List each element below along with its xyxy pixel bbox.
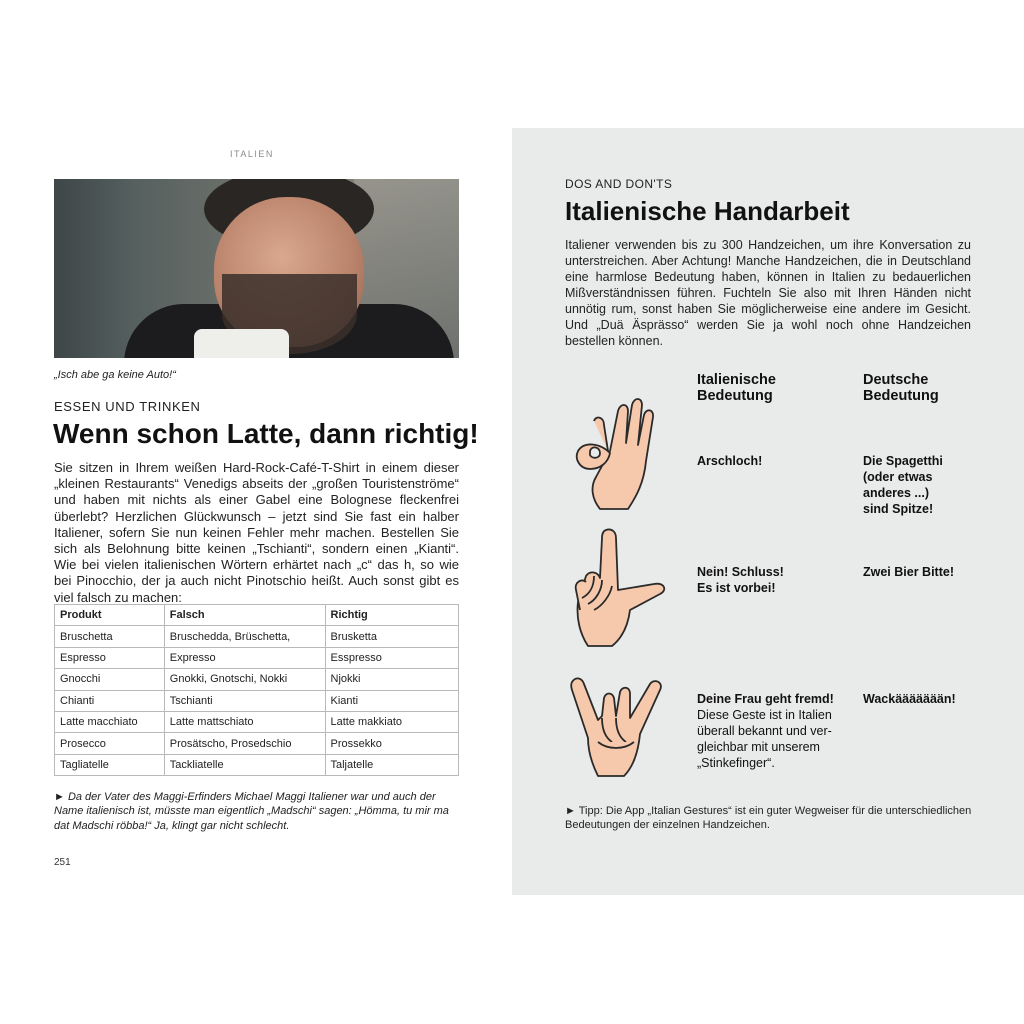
table-header: Richtig	[325, 605, 459, 626]
table-cell: Chianti	[55, 690, 165, 711]
gesture-horns-italian: Deine Frau geht fremd!	[697, 692, 834, 706]
table-header: Falsch	[164, 605, 325, 626]
italian-meaning-header: Italienische Bedeutung	[697, 372, 776, 404]
pronunciation-table	[54, 604, 459, 776]
table-cell: Prosecco	[55, 733, 165, 754]
table-row	[55, 690, 459, 711]
table-cell: Tschianti	[164, 690, 325, 711]
gesture-l-german: Zwei Bier Bitte!	[863, 565, 954, 579]
section-kicker: ESSEN UND TRINKEN	[54, 399, 201, 414]
table-cell: Gnokki, Gnotschi, Nokki	[164, 669, 325, 690]
gesture-horns-italian-detail: Diese Geste ist in Italien überall bekannt und ver- gleichbar mit unserem „Stinkefinger“.	[697, 708, 832, 770]
photo-caption: „Isch abe ga keine Auto!“	[54, 369, 176, 381]
footnote-right: ► Tipp: Die App „Italian Gestures“ ist ein guter Wegweiser für die unterschiedlichen Bedeutungen der einzelnen Handzeichen.	[565, 805, 972, 832]
article-body: Sie sitzen in Ihrem weißen Hard-Rock-Café-T-Shirt in einem dieser „kleinen Restaurants“ Venedigs abseits der „großen Touristenströme“ und haben mit nichts als einer Gabel eine Bolognese fleckenfrei überlebt? Herzlichen Glückwunsch – jetzt sind Sie fast ein halber Italiener, sofern Sie nun keinen Fehler mehr machen. Bestellen Sie sich als Belohnung bitte keinen „Tschianti“, sondern einen „Kianti“. Wie bei vielen italienischen Wörtern erhärtet nach „c“ das h, so wie bei Pinocchio, der ja auch nicht Pinotschio heißt. Auch sonst gibt es viel falsch zu machen:	[54, 460, 459, 605]
ok-hand-gesture-icon	[570, 391, 660, 511]
man-with-coffee-photo	[54, 179, 459, 358]
table-cell: Tackliatelle	[164, 754, 325, 775]
running-head: ITALIEN	[230, 149, 274, 159]
sidebar-headline: Italienische Handarbeit	[565, 196, 850, 226]
table-row	[55, 754, 459, 775]
table-cell: Brusketta	[325, 626, 459, 647]
table-cell: Esspresso	[325, 647, 459, 668]
table-row	[55, 669, 459, 690]
gesture-ok-italian: Arschloch!	[697, 454, 763, 468]
table-cell: Expresso	[164, 647, 325, 668]
footnote-left: ► Da der Vater des Maggi-Erfinders Michael Maggi Italiener war und auch der Name italienisch ist, müsste man eigentlich „Madschi“ sagen: „Hömma, tu mir ma dat Madschi röbba!“ Ja, klingt gar nicht schlecht.	[54, 791, 449, 832]
table-cell: Latte macchiato	[55, 711, 165, 732]
page-number: 251	[54, 857, 71, 868]
table-cell: Gnocchi	[55, 669, 165, 690]
table-cell: Taljatelle	[325, 754, 459, 775]
gesture-l-italian: Nein! Schluss! Es ist vorbei!	[697, 565, 784, 595]
table-cell: Kianti	[325, 690, 459, 711]
l-hand-gesture-icon	[572, 526, 672, 651]
article-headline: Wenn schon Latte, dann richtig!	[53, 418, 479, 449]
table-row	[55, 626, 459, 647]
table-row	[55, 647, 459, 668]
table-cell: Bruschedda, Brüschetta,	[164, 626, 325, 647]
coffee-cup	[194, 329, 289, 358]
horns-hand-gesture-icon	[568, 676, 668, 781]
right-page-sidebar	[512, 128, 1024, 895]
sidebar-kicker: DOS AND DON'TS	[565, 177, 673, 191]
table-cell: Latte makkiato	[325, 711, 459, 732]
sidebar-body: Italiener verwenden bis zu 300 Handzeichen, um ihre Konversation zu unterstreichen. Aber Achtung! Manche Handzeichen, die in Deutschland eine harmlose Bedeutung haben, können in Italien zu bedauerlichen Mißverständnissen führen. Fuchteln Sie also mit Ihren Händen nicht unnötig rum, sonst haben Sie möglicherweise eine andere im Gesicht. Und „Duä Äsprässo“ werden Sie ja wohl noch ohne Handzeichen bestellen können.	[565, 238, 971, 348]
gesture-horns-german: Wackäääääään!	[863, 692, 956, 706]
table-cell: Espresso	[55, 647, 165, 668]
table-cell: Njokki	[325, 669, 459, 690]
table-header: Produkt	[55, 605, 165, 626]
table-cell: Latte mattschiato	[164, 711, 325, 732]
table-cell: Tagliatelle	[55, 754, 165, 775]
table-row	[55, 711, 459, 732]
table-cell: Bruschetta	[55, 626, 165, 647]
gesture-ok-german: Die Spagetthi (oder etwas anderes ...) sind Spitze!	[863, 454, 943, 516]
table-cell: Prossekko	[325, 733, 459, 754]
table-header-row	[55, 605, 459, 626]
table-cell: Prosätscho, Prosedschio	[164, 733, 325, 754]
german-meaning-header: Deutsche Bedeutung	[863, 372, 939, 404]
table-row	[55, 733, 459, 754]
